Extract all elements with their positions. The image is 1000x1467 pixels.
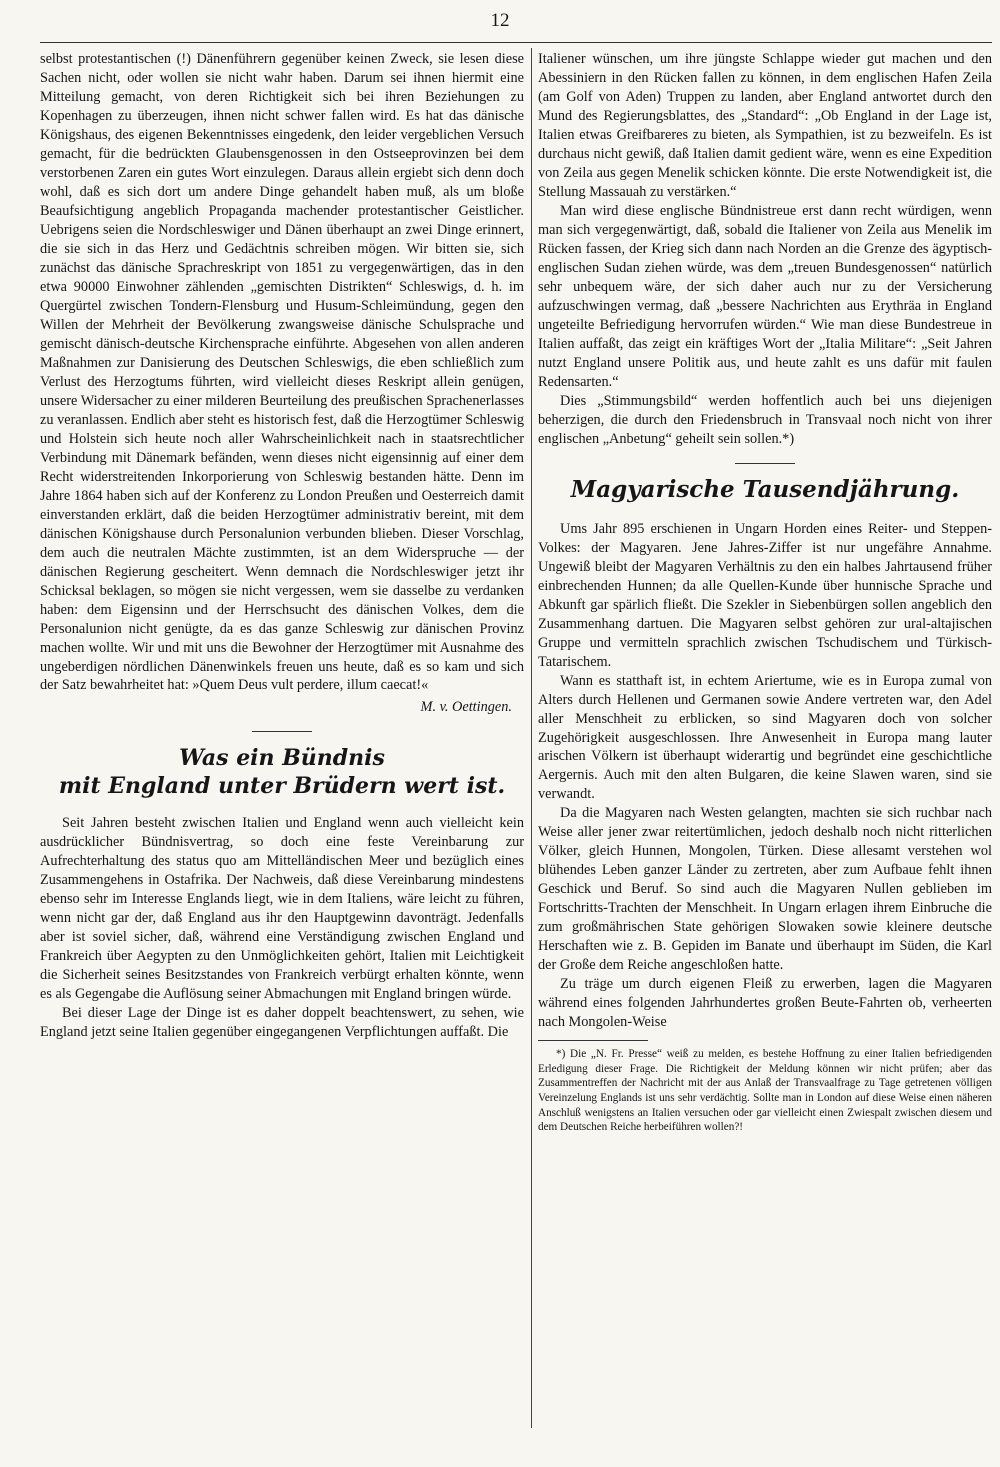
footnote-rule: [538, 1040, 648, 1041]
article-paragraph: Wann es statthaft ist, in echtem Ariertume, wie es in Europa zumal von Alters durch Hellenen und Germanen sowie Andere vertreten war, den Adel aller Menschheit zu erblicken, so sind Magyaren doch von solcher Zugehörigkeit ausgeschlossen. Ihre Anwesenheit in Europa mang lauter arischen Völkern ist überhaupt widerartig und begründet eine geschichtliche Aergernis. Auch mit den alten Bulgaren, die keine Slawen waren, sind sie verwandt.: [538, 672, 992, 803]
header-rule: [40, 42, 992, 43]
right-column: [538, 50, 992, 1135]
page-number: 12: [490, 10, 510, 31]
article-paragraph: Zu träge um durch eigenen Fleiß zu erwerben, lagen die Magyaren während eines folgenden Jahrhundertes großen Beute-Fahrten ob, verheerten nach Mongolen-Weise: [538, 976, 992, 1031]
heading-line-1: Was ein Bündnis: [179, 745, 385, 772]
heading-line-2: mit England unter Brüdern wert ist.: [58, 773, 506, 800]
article-paragraph: Bei dieser Lage der Dinge ist es daher doppelt beachtenswert, zu sehen, wie England jetzt seine Italien gegenüber eingegangenen Verpflichtungen auffaßt. Die: [40, 1005, 524, 1041]
column-divider: [531, 48, 532, 1428]
section-rule: [735, 463, 795, 464]
article-paragraph: Ums Jahr 895 erschienen in Ungarn Horden eines Reiter- und Steppen-Volkes: der Magyaren. Jene Jahres-Ziffer ist nur ungefähre Annahme. Ungewiß bleibt der Magyaren Verhältnis zu den ein halbes Jahrtausend früher einbrechenden Hunnen; da alle Quellen-Kunde über hunnische Sprache und Abkunft gar spärlich fließt. Die Szekler in Siebenbürgen sollen angeblich den Zusammenhang dartuen. Die Magyaren selbst gehören zur ural-altajischen Gruppe und vermitteln sprachlich zwischen Tschudischem und Türkisch-Tatarischem.: [538, 520, 992, 670]
author-signature: M. v. Oettingen.: [420, 699, 512, 716]
section-rule: [252, 731, 312, 732]
article-paragraph: Man wird diese englische Bündnistreue erst dann recht würdigen, wenn man sich vergegenwärtigt, daß, sobald die Italiener von Zeila aus Menelik im Rücken fassen, der Krieg sich dann nach Norden an die Grenze des ägyptisch-englischen Sudan ziehen würde, was dem „treuen Bundesgenossen“ natürlich sehr unbequem wäre, der sich daher auch nur zu der Versicherung aufzuschwingen vermag, daß „bessere Nachrichten aus Erythräa in England ungeteilte Befriedigung hervorrufen würden.“ Wie man diese Bundestreue in Italien auffaßt, das zeigt ein kräftiges Wort der „Italia Militare“: „Seit Jahren nutzt England unsere Politik aus, und heute zahlt es uns dafür mit faulen Redensarten.“: [538, 202, 992, 390]
article-paragraph: Dies „Stimmungsbild“ werden hoffentlich auch bei uns diejenigen beherzigen, die durch den Friedensbruch in Transvaal noch nicht von ihrer englischen „Anbetung“ geheilt sein sollen.*): [538, 392, 992, 447]
footnote-text: *) Die „N. Fr. Presse“ weiß zu melden, es bestehe Hoffnung zu einer Italien befriedigenden Erledigung dieser Frage. Die Richtigkeit der Meldung können wir nicht prüfen; aber das Zusammentreffen der Nachricht mit der aus Anlaß der Transvaalfrage zu Tage getretenen völligen Vereinzelung Englands ist uns sehr verdächtig. Sollte man in London auf diese Weise einen näheren Anschluß wenigstens an Italien versuchen oder gar vielleicht einen Zwiespalt zwischen diesem und dem Deutschen Reiche herbeiführen wollen?!: [538, 1048, 992, 1134]
article-continuation-text: selbst protestantischen (!) Dänenführern gegenüber keinen Zweck, sie lesen diese Sachen nicht, oder wollen sie nicht wahr haben. Darum sei ihnen hiermit eine Mitteilung gemacht, von deren Richtigkeit sich bei ihren Beziehungen zu Kopenhagen zu überzeugen, ihnen nicht schwer fallen wird. Es hat das dänische Königshaus, des eigenen Bekenntnisses eingedenk, den leider vergeblichen Versuch gemacht, für die bedrückten Glaubensgenossen in den Ostseeprovinzen bei dem verstorbenen Zaren ein gutes Wort einzulegen. Daraus allein ergiebt sich denn doch wohl, daß es sich dort um andere Dinge gehandelt haben muß, als um bloße Beaufsichtigung angeblich Propaganda machender protestantischer Geistlicher. Uebrigens seien die Nordschleswiger und Dänen überhaupt an zwei Dinge erinnert, die sie sich in das Herz und Gedächtnis schreiben mögen. Wir bitten sie, sich zunächst das dänische Sprachreskript von 1851 zu vergegenwärtigen, das in den etwa 90000 Einwohner zählenden „gemischten Distrikten“ Schleswigs, d. h. im Quergürtel zwischen Tondern-Flensburg und Husum-Schleimündung, gegen den Willen der Mehrheit der Bevölkerung zwangsweise dänische Schulsprache und gemischt dänisch-deutsche Kirchensprache einführte. Abgesehen von allen anderen Maßnahmen zur Danisierung des Deutschen Schleswigs, die eben schließlich zum Verlust des Herzogtums führten, wird vielleicht dieses Reskript allein genügen, unsere Widersacher zu einer milderen Beurteilung des preußischen Sprachenerlasses zu veranlassen. Endlich aber steht es historisch fest, daß die Herzogtümer Schleswig und Holstein sich heute noch aller Wahrscheinlichkeit nach in staatsrechtlicher Verbindung mit Dänemark befänden, wenn dieses nicht eigensinnig auf einer dem Recht widerstreitenden Inkorporierung von Schleswig bestanden hätte. Denn im Jahre 1864 haben sich auf der Konferenz zu London Preußen und Oesterreich damit einverstanden erklärt, daß die beiden Herzogtümer administrativ bereint, mit dem dänischen Königshause durch Personalunion verbunden blieben. Dieser Vorschlag, dem auch die neutralen Mächte zustimmten, ist an dem Widerspruche — der dänischen Regierung gescheitert. Wenn demnach die Nordschleswiger jetzt ihr Schicksal beklagen, so mögen sie nicht vergessen, wem sie dasselbe zu verdanken haben: dem Eigensinn und der Herrschsucht des dänischen Volkes, dem die Personalunion nicht genügte, da es das ganze Schleswig zur dänischen Provinz machen wollte. Wir und mit uns die Bewohner der Herzogtümer mit Ausnahme des ungeberdigen nördlichen Dänenwinkels freuen uns heute, daß es so kam und sich der Satz bewahrheitet hat: »Quem Deus vult perdere, illum caecat!«: [40, 51, 524, 694]
article-paragraph: Seit Jahren besteht zwischen Italien und England wenn auch vielleicht kein ausdrücklicher Bündnisvertrag, so doch eine feste Vereinbarung zur Aufrechterhaltung des status quo am Mittelländischen Meer und bezüglich eines Zusammengehens in Ostafrika. Der Nachweis, daß diese Vereinbarung mindestens ebenso sehr im Interesse Englands liegt, wie in dem Italiens, wäre leicht zu führen, wenn nicht gar der, daß England aus ihr den Hauptgewinn davonträgt. Jedenfalls aber ist soviel sicher, daß, während eine Verständigung zwischen England und Frankreich über Aegypten zu den Unmöglichkeiten gehört, Italien mit Leichtigkeit die Sicherheit seines Besitzstandes von Frankreich verbürgt erhalten könnte, wenn es als Gegengabe die Auflösung seiner Abmachungen mit England bringen würde.: [40, 815, 524, 1003]
article-paragraph: Italiener wünschen, um ihre jüngste Schlappe wieder gut machen und den Abessiniern in den Rücken fallen zu können, in dem englischen Hafen Zeila (am Golf von Aden) Truppen zu landen, aber England antwortet durch den Mund des Regierungsblattes, des „Standard“: „Ob England in der Lage ist, Italien etwas Greifbareres zu bieten, als Sympathien, ist zu bezweifeln. Es ist durchaus nicht gewiß, daß Italien damit gedient wäre, wenn es eine Expedition von Zeila aus gegen Menelik schicken könnte. Die erste Notwendigkeit ist, die Stellung Massauah zu verstärken.“: [538, 51, 992, 200]
article-heading-magyar: Magyarische Tausendjährung.: [570, 475, 960, 503]
article-paragraph: Da die Magyaren nach Westen gelangten, machten sie sich ruchbar nach Weise aller jener zwar reitertümlichen, jedoch deshalb noch nicht ritterlichen Völker, gleich Hunnen, Mongolen, Türken. Diese allesamt verstehen wol blühendes Leben ganzer Länder zu zertreten, aber zum Aufbaue fehlt ihnen Geschick und Beruf. So sind auch die Magyaren Nullen geblieben im Fortschritts-Trachten der Menschheit. In Ungarn erlagen ihrem Einbruche die zum großmährischen State gehörigen Slowaken sowie kleinere deutsche Herschaften wie z. B. Gepiden im Banate und überhaupt im Süden, die Karl der Große dem Reiche angeschloßen hatte.: [538, 805, 992, 974]
article-heading-england: [40, 744, 524, 800]
footnote: [538, 1047, 992, 1135]
left-column: [40, 50, 524, 1042]
